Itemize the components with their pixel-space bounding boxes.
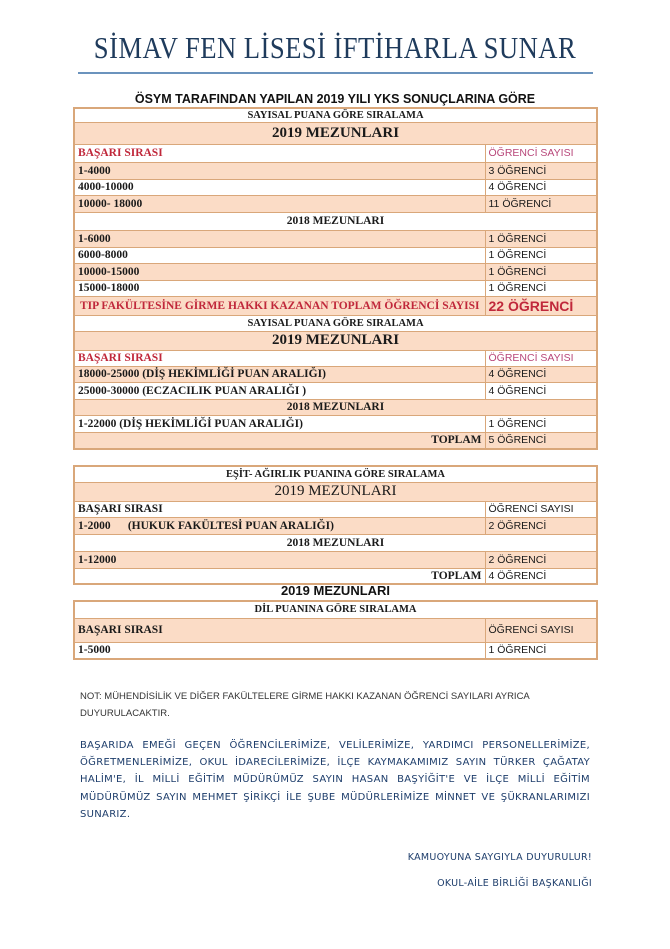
student-count: 1 ÖĞRENCİ bbox=[485, 280, 597, 296]
column-header-count: ÖĞRENCİ SAYISI bbox=[485, 501, 597, 517]
student-count: 4 ÖĞRENCİ bbox=[485, 179, 597, 195]
group-heading-2019: 2019 MEZUNLARI bbox=[74, 122, 597, 144]
column-header-count: ÖĞRENCİ SAYISI bbox=[485, 618, 597, 642]
student-count: 1 ÖĞRENCİ bbox=[485, 263, 597, 280]
title-underline bbox=[78, 72, 593, 74]
sayisal-tip-table bbox=[73, 107, 598, 450]
group-heading-2019: 2019 MEZUNLARI bbox=[74, 482, 597, 501]
group-heading-2018: 2018 MEZUNLARI bbox=[74, 534, 597, 551]
column-header-count: ÖĞRENCİ SAYISI bbox=[485, 144, 597, 162]
student-count: 11 ÖĞRENCİ bbox=[485, 195, 597, 212]
rank-range: 1-5000 bbox=[74, 642, 485, 659]
column-header-rank: BAŞARI SIRASI bbox=[74, 618, 485, 642]
rank-range: 1-2000 (HUKUK FAKÜLTESİ PUAN ARALIĞI) bbox=[74, 517, 485, 534]
rank-range: 15000-18000 bbox=[74, 280, 485, 296]
page-subtitle: ÖSYM TARAFINDAN YAPILAN 2019 YILI YKS SONUÇLARINA GÖRE bbox=[134, 92, 536, 106]
rank-range: 1-6000 bbox=[74, 230, 485, 247]
rank-range: 1-12000 bbox=[74, 551, 485, 568]
rank-range: 10000- 18000 bbox=[74, 195, 485, 212]
student-count: 2 ÖĞRENCİ bbox=[485, 551, 597, 568]
total-label: TOPLAM bbox=[74, 568, 485, 584]
signature: OKUL-AİLE BİRLİĞİ BAŞKANLIĞI bbox=[437, 878, 592, 889]
total-label: TIP FAKÜLTESİNE GİRME HAKKI KAZANAN TOPLAM ÖĞRENCİ SAYISI bbox=[74, 296, 485, 315]
column-header-count: ÖĞRENCİ SAYISI bbox=[485, 350, 597, 366]
dil-group-heading: 2019 MEZUNLARI bbox=[280, 583, 391, 598]
dil-table bbox=[73, 600, 598, 660]
esit-agirlik-table bbox=[73, 465, 598, 585]
rank-range: 25000-30000 (ECZACILIK PUAN ARALIĞI ) bbox=[74, 382, 485, 399]
table-title: SAYISAL PUANA GÖRE SIRALAMA bbox=[74, 108, 597, 122]
total-value: 22 ÖĞRENCİ bbox=[485, 296, 597, 315]
student-count: 1 ÖĞRENCİ bbox=[485, 230, 597, 247]
student-count: 3 ÖĞRENCİ bbox=[485, 162, 597, 179]
table-title: DİL PUANINA GÖRE SIRALAMA bbox=[74, 601, 597, 618]
student-count: 4 ÖĞRENCİ bbox=[485, 366, 597, 382]
student-count: 4 ÖĞRENCİ bbox=[485, 382, 597, 399]
rank-range: 18000-25000 (DİŞ HEKİMLİĞİ PUAN ARALIĞI) bbox=[74, 366, 485, 382]
rank-range: 1-4000 bbox=[74, 162, 485, 179]
table-title: EŞİT- AĞIRLIK PUANINA GÖRE SIRALAMA bbox=[74, 466, 597, 482]
student-count: 1 ÖĞRENCİ bbox=[485, 642, 597, 659]
group-heading-2018: 2018 MEZUNLARI bbox=[74, 212, 597, 230]
total-label: TOPLAM bbox=[74, 432, 485, 449]
table-title: SAYISAL PUANA GÖRE SIRALAMA bbox=[74, 315, 597, 331]
student-count: 1 ÖĞRENCİ bbox=[485, 415, 597, 432]
column-header-rank: BAŞARI SIRASI bbox=[74, 144, 485, 162]
total-value: 4 ÖĞRENCİ bbox=[485, 568, 597, 584]
student-count: 2 ÖĞRENCİ bbox=[485, 517, 597, 534]
group-heading-2019: 2019 MEZUNLARI bbox=[74, 331, 597, 350]
rank-range: 6000-8000 bbox=[74, 247, 485, 263]
column-header-rank: BAŞARI SIRASI bbox=[74, 501, 485, 517]
rank-range: 4000-10000 bbox=[74, 179, 485, 195]
rank-range: 1-22000 (DİŞ HEKİMLİĞİ PUAN ARALIĞI) bbox=[74, 415, 485, 432]
total-value: 5 ÖĞRENCİ bbox=[485, 432, 597, 449]
column-header-rank: BAŞARI SIRASI bbox=[74, 350, 485, 366]
student-count: 1 ÖĞRENCİ bbox=[485, 247, 597, 263]
footnote: NOT: MÜHENDİSİLİK VE DİĞER FAKÜLTELERE GİRME HAKKI KAZANAN ÖĞRENCİ SAYILARI AYRICA DUYURULACAKTIR. bbox=[80, 691, 530, 719]
page-title: SİMAV FEN LİSESİ İFTİHARLA SUNAR bbox=[93, 30, 577, 65]
thanks-paragraph: BAŞARIDA EMEĞİ GEÇEN ÖĞRENCİLERİMİZE, VELİLERİMİZE, YARDIMCI PERSONELLERİMİZE, ÖĞRETMENLERİMİZE, OKUL İDARECİLERİMİZE, İLÇE KAYMAKAMIMIZ SAYIN TÜRKER ÇAĞATAY HALİM'E, İL MİLLİ EĞİTİM MÜDÜRÜMÜZ SAYIN HASAN BAŞYİĞİT'E VE İLÇE MİLLİ EĞİTİM MÜDÜRÜMÜZ SAYIN MEHMET ŞİRİKÇİ İLE ŞUBE MÜDÜRLERİMİZE MİNNET VE ŞÜKRANLARIMIZI SUNARIZ. bbox=[80, 740, 590, 820]
group-heading-2018: 2018 MEZUNLARI bbox=[74, 399, 597, 415]
announcement-closing: KAMUOYUNA SAYGIYLA DUYURULUR! bbox=[407, 852, 592, 863]
rank-range: 10000-15000 bbox=[74, 263, 485, 280]
